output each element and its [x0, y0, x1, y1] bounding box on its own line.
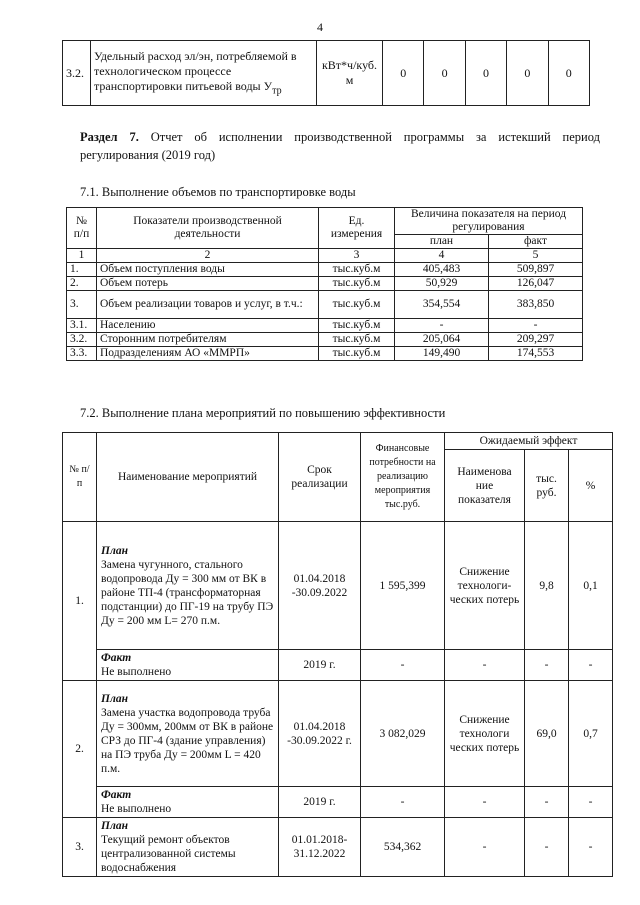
row-number: 1.: [63, 522, 97, 681]
fact-financing: -: [361, 650, 445, 681]
header-name: Наименование мероприятий: [97, 433, 279, 522]
fact-effect-indicator: -: [445, 650, 525, 681]
table-row: [67, 319, 583, 333]
column-number: 3: [319, 249, 395, 263]
row-plan: 50,929: [395, 277, 489, 291]
row-unit: тыс.куб.м: [319, 277, 395, 291]
row-financing: 1 595,399: [361, 522, 445, 650]
row-financing: 3 082,029: [361, 681, 445, 787]
fact-effect-rub: -: [525, 650, 569, 681]
row-name-subscript: тр: [272, 85, 282, 97]
water-transport-volumes-table: [66, 207, 583, 361]
fact-term: 2019 г.: [279, 787, 361, 818]
table-row: [67, 347, 583, 361]
row-value: 0: [548, 41, 589, 106]
row-plan: -: [395, 319, 489, 333]
plan-label: План: [101, 692, 128, 705]
plan-label: План: [101, 544, 128, 557]
header-unit: Ед. измерения: [319, 208, 395, 249]
fact-effect-indicator: -: [445, 787, 525, 818]
table-row: [63, 787, 613, 818]
header-financing: Финансовые потребности на реализацию мероприятия тыс.руб.: [361, 433, 445, 522]
row-number: 3.2.: [67, 333, 97, 347]
fact-text: Не выполнено: [101, 803, 172, 815]
row-effect-percent: 0,7: [569, 681, 613, 787]
row-name: Объем реализации товаров и услуг, в т.ч.:: [97, 291, 319, 319]
table-header-row: [63, 433, 613, 450]
row-unit: тыс.куб.м: [319, 263, 395, 277]
header-num: № п/п: [63, 433, 97, 522]
column-number: 1: [67, 249, 97, 263]
row-name: Подразделениям АО «ММРП»: [97, 347, 319, 361]
row-term: 01.01.2018- 31.12.2022: [279, 818, 361, 877]
row-number: 3.1.: [67, 319, 97, 333]
row-effect-rub: 69,0: [525, 681, 569, 787]
header-name: Показатели производственной деятельности: [97, 208, 319, 249]
fact-label: Факт: [101, 789, 132, 801]
row-number: 3.: [67, 291, 97, 319]
row-unit: тыс.куб.м: [319, 291, 395, 319]
table-row: [67, 333, 583, 347]
header-effect-rub: тыс. руб.: [525, 450, 569, 522]
table-row: [63, 681, 613, 787]
row-name: Сторонним потребителям: [97, 333, 319, 347]
row-fact-cell: [97, 650, 279, 681]
row-name: Населению: [97, 319, 319, 333]
section-7-label: Раздел 7.: [80, 130, 139, 144]
fact-text: Не выполнено: [101, 666, 172, 678]
table-row: [67, 277, 583, 291]
plan-label: План: [101, 820, 128, 832]
column-number: 2: [97, 249, 319, 263]
fact-term: 2019 г.: [279, 650, 361, 681]
row-fact: 174,553: [489, 347, 583, 361]
row-effect-indicator: Снижение технологи ческих потерь: [445, 681, 525, 787]
plan-text: Замена участка водопровода труба Ду = 300мм, 200мм от ВК в районе СРЗ до ПГ-4 (здание управления) на ПЭ труба Ду = 200мм L = 420 п.м.: [101, 706, 274, 775]
row-fact-cell: [97, 787, 279, 818]
row-value: 0: [424, 41, 465, 106]
table-row: [67, 263, 583, 277]
header-fact: факт: [489, 235, 583, 249]
fact-financing: -: [361, 787, 445, 818]
table-row: [63, 522, 613, 650]
row-fact: 209,297: [489, 333, 583, 347]
row-plan: 405,483: [395, 263, 489, 277]
plan-text: Текущий ремонт объектов централизованной системы водоснабжения: [101, 834, 236, 874]
row-fact: 509,897: [489, 263, 583, 277]
row-plan-cell: [97, 522, 279, 650]
row-number: 3.3.: [67, 347, 97, 361]
header-num: № п/п: [67, 208, 97, 249]
page-number: 4: [317, 20, 323, 34]
header-term: Срок реализации: [279, 433, 361, 522]
column-number-row: [67, 249, 583, 263]
row-plan: 205,064: [395, 333, 489, 347]
fact-label: Факт: [101, 652, 132, 664]
row-number: 3.: [63, 818, 97, 877]
row-plan: 149,490: [395, 347, 489, 361]
indicator-table-continuation: [62, 40, 590, 106]
fact-effect-percent: -: [569, 650, 613, 681]
column-number: 5: [489, 249, 583, 263]
table-row: [63, 41, 590, 106]
row-name: Объем потерь: [97, 277, 319, 291]
row-unit: тыс.куб.м: [319, 333, 395, 347]
fact-effect-rub: -: [525, 787, 569, 818]
row-effect-indicator: Снижение технологи- ческих потерь: [445, 522, 525, 650]
row-fact: 126,047: [489, 277, 583, 291]
plan-text: Замена чугунного, стального водопровода Ду = 300 мм от ВК в районе ТП-4 (трансформаторная подстанции) до ПГ-19 на трубу ПЭ Ду = 200 мм L= 270 п.м.: [101, 558, 274, 627]
row-unit: тыс.куб.м: [319, 319, 395, 333]
row-unit: кВт*ч/куб. м: [317, 41, 383, 106]
row-unit: тыс.куб.м: [319, 347, 395, 361]
row-fact: 383,850: [489, 291, 583, 319]
row-plan-cell: [97, 681, 279, 787]
row-plan: 354,554: [395, 291, 489, 319]
header-value: Величина показателя на период регулирования: [395, 208, 583, 235]
fact-effect-percent: -: [569, 787, 613, 818]
table-row: [63, 818, 613, 877]
row-name: Удельный расход эл/эн, потребляемой в технологическом процессе транспортировки питьевой воды $У_{тр}$: [91, 41, 317, 106]
row-effect-rub: -: [525, 818, 569, 877]
row-fact: -: [489, 319, 583, 333]
subsection-7-2-title: 7.2. Выполнение плана мероприятий по повышению эффективности: [80, 406, 446, 420]
row-name: Объем поступления воды: [97, 263, 319, 277]
row-effect-percent: -: [569, 818, 613, 877]
row-term: 01.04.2018 -30.09.2022 г.: [279, 681, 361, 787]
row-value: 0: [507, 41, 548, 106]
section-7-text: Отчет об исполнении производственной программы за истекший период регулирования (2019 год): [80, 130, 600, 162]
row-financing: 534,362: [361, 818, 445, 877]
table-row: [67, 291, 583, 319]
row-value: 0: [383, 41, 424, 106]
row-number: 1.: [67, 263, 97, 277]
efficiency-measures-table: [62, 432, 613, 877]
row-number: 2.: [63, 681, 97, 818]
row-plan-cell: [97, 818, 279, 877]
table-row: [63, 650, 613, 681]
row-effect-percent: 0,1: [569, 522, 613, 650]
row-value: 0: [465, 41, 506, 106]
row-number: 2.: [67, 277, 97, 291]
table-header-row: [67, 208, 583, 235]
header-effect-percent: %: [569, 450, 613, 522]
row-term: 01.04.2018 -30.09.2022: [279, 522, 361, 650]
row-effect-rub: 9,8: [525, 522, 569, 650]
header-plan: план: [395, 235, 489, 249]
section-7-heading: [80, 128, 600, 164]
subsection-7-1-title: 7.1. Выполнение объемов по транспортировке воды: [80, 185, 356, 199]
header-effect-indicator: Наименова ние показателя: [445, 450, 525, 522]
row-effect-indicator: -: [445, 818, 525, 877]
row-number: 3.2.: [63, 41, 91, 106]
header-expected-effect: Ожидаемый эффект: [445, 433, 613, 450]
column-number: 4: [395, 249, 489, 263]
